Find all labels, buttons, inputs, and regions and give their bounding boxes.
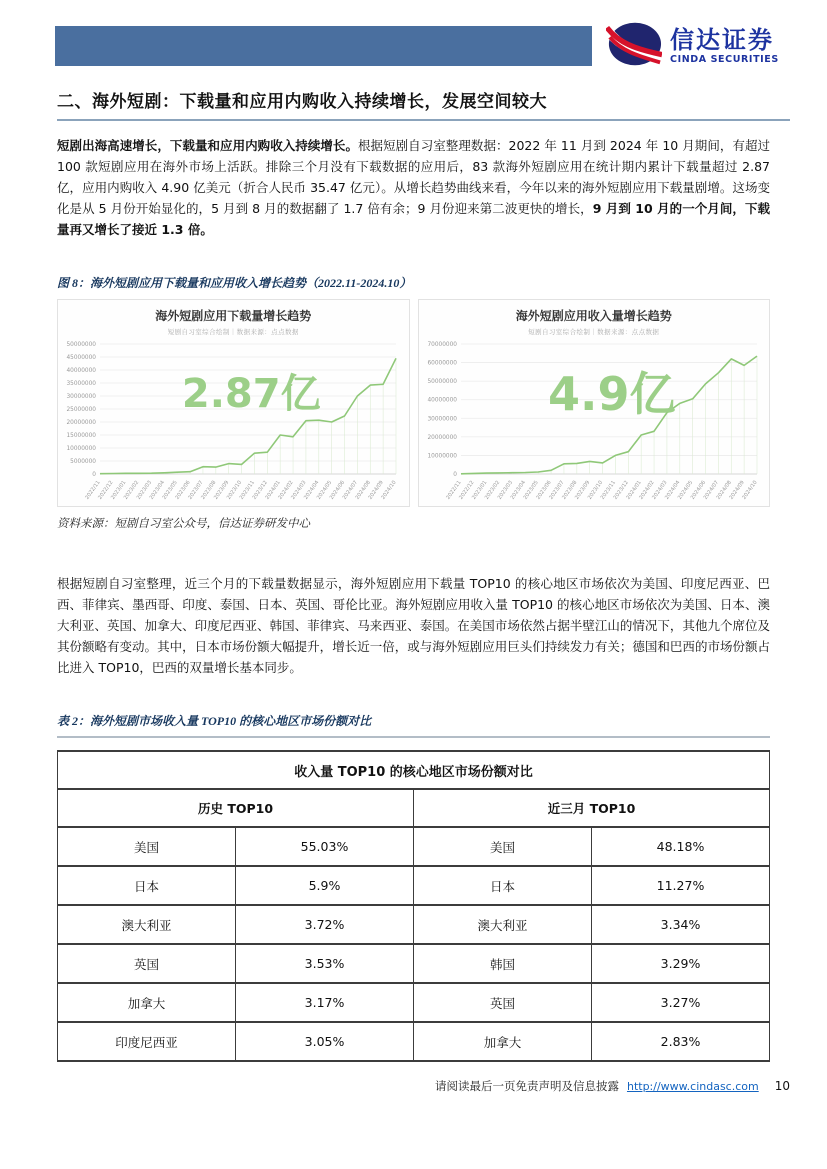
svg-text:2024/03: 2024/03	[650, 479, 669, 501]
svg-text:2023/10: 2023/10	[586, 479, 604, 501]
cell-share: 3.34%	[592, 905, 770, 944]
svg-text:2024/04: 2024/04	[303, 479, 321, 501]
cell-share: 5.9%	[236, 866, 414, 905]
cell-region: 韩国	[414, 944, 592, 983]
svg-text:2024/04: 2024/04	[663, 479, 681, 501]
svg-text:40000000: 40000000	[426, 397, 457, 404]
market-share-table	[57, 750, 770, 1062]
downloads-watermark: 2.87亿	[181, 371, 321, 417]
cindasc-link[interactable]: http://www.cindasc.com	[626, 1080, 759, 1093]
cell-share: 3.17%	[236, 983, 414, 1022]
svg-text:0: 0	[92, 472, 96, 478]
svg-text:2023/11: 2023/11	[238, 479, 257, 501]
table-title: 收入量 TOP10 的核心地区市场份额对比	[58, 751, 770, 789]
svg-text:30000000: 30000000	[66, 394, 96, 400]
cell-share: 3.53%	[236, 944, 414, 983]
downloads-chart-subtitle: 短剧自习室综合绘制｜数据来源：点点数据	[167, 328, 299, 336]
svg-text:2022/11: 2022/11	[444, 479, 463, 501]
group-header-recent: 近三月 TOP10	[414, 789, 770, 827]
downloads-line-chart	[58, 338, 409, 507]
cell-share: 11.27%	[592, 866, 770, 905]
cell-region: 美国	[58, 827, 236, 866]
svg-text:2024/10: 2024/10	[740, 479, 759, 501]
svg-text:2023/12: 2023/12	[251, 479, 269, 501]
svg-text:0: 0	[452, 472, 457, 478]
page-header	[55, 20, 790, 72]
downloads-chart-box	[57, 299, 410, 507]
svg-text:2024/03: 2024/03	[290, 479, 308, 501]
cell-share: 55.03%	[236, 827, 414, 866]
svg-text:2023/07: 2023/07	[187, 479, 205, 501]
para1-bold-lead: 短剧出海高速增长，下载量和应用内购收入持续增长。	[57, 138, 359, 153]
svg-text:2022/12: 2022/12	[457, 479, 476, 501]
svg-text:2024/07: 2024/07	[341, 479, 360, 501]
cinda-logo-text	[670, 25, 779, 65]
svg-text:2024/05: 2024/05	[676, 479, 694, 501]
svg-text:2023/01: 2023/01	[470, 479, 488, 501]
svg-text:50000000: 50000000	[426, 379, 457, 386]
svg-text:30000000: 30000000	[426, 416, 457, 423]
table-row	[58, 866, 770, 905]
svg-text:20000000: 20000000	[426, 434, 457, 441]
svg-text:2023/03: 2023/03	[135, 479, 154, 501]
svg-text:2023/08: 2023/08	[200, 479, 218, 501]
revenue-watermark: 4.9亿	[548, 367, 676, 421]
table-row	[58, 905, 770, 944]
table-row	[58, 944, 770, 983]
cinda-logo	[606, 20, 779, 72]
svg-text:2023/05: 2023/05	[522, 479, 540, 501]
svg-text:2023/02: 2023/02	[483, 479, 501, 501]
svg-text:2024/09: 2024/09	[727, 479, 746, 501]
cell-share: 3.29%	[592, 944, 770, 983]
table-row	[58, 983, 770, 1022]
cell-share: 3.72%	[236, 905, 414, 944]
group-header-history: 历史 TOP10	[58, 789, 414, 827]
svg-text:35000000: 35000000	[66, 381, 96, 387]
table-group-header-row	[58, 789, 770, 827]
svg-text:15000000: 15000000	[66, 433, 96, 439]
svg-text:10000000: 10000000	[66, 446, 96, 452]
page-footer	[435, 1078, 790, 1094]
svg-text:2024/08: 2024/08	[715, 479, 733, 501]
svg-text:2024/01: 2024/01	[264, 479, 282, 501]
svg-text:25000000: 25000000	[66, 407, 96, 413]
cell-share: 48.18%	[592, 827, 770, 866]
svg-text:2023/11: 2023/11	[599, 479, 617, 501]
svg-text:2023/04: 2023/04	[148, 479, 166, 501]
logo-cn: 信达证券	[670, 25, 774, 54]
revenue-chart-box	[418, 299, 771, 507]
svg-text:2024/01: 2024/01	[625, 479, 643, 501]
table-title-row	[58, 751, 770, 789]
svg-text:2023/01: 2023/01	[110, 479, 128, 501]
svg-text:2024/02: 2024/02	[637, 479, 656, 501]
svg-text:50000000: 50000000	[66, 342, 96, 348]
svg-text:2024/06: 2024/06	[689, 479, 707, 501]
svg-text:45000000: 45000000	[66, 355, 96, 361]
svg-text:2024/09: 2024/09	[367, 479, 385, 501]
svg-text:2023/05: 2023/05	[161, 479, 179, 501]
svg-text:60000000: 60000000	[426, 360, 457, 367]
downloads-chart-title: 海外短剧应用下载量增长趋势	[155, 309, 312, 323]
svg-text:70000000: 70000000	[426, 342, 457, 348]
svg-text:2023/09: 2023/09	[573, 479, 591, 501]
cell-region: 澳大利亚	[414, 905, 592, 944]
figure-source: 资料来源：短剧自习室公众号，信达证券研发中心	[57, 518, 310, 530]
svg-text:2023/02: 2023/02	[122, 479, 141, 501]
svg-text:20000000: 20000000	[66, 420, 96, 426]
cell-region: 英国	[58, 944, 236, 983]
logo-en: CINDA SECURITIES	[670, 53, 779, 65]
svg-text:2022/12: 2022/12	[97, 479, 115, 501]
svg-text:2023/10: 2023/10	[225, 479, 244, 501]
svg-text:40000000: 40000000	[66, 368, 96, 374]
svg-text:2023/06: 2023/06	[174, 479, 192, 501]
section-title: 二、海外短剧：下载量和应用内购收入持续增长，发展空间较大	[57, 87, 790, 121]
svg-text:2023/08: 2023/08	[560, 479, 578, 501]
cell-region: 日本	[58, 866, 236, 905]
cell-region: 印度尼西亚	[58, 1022, 236, 1061]
svg-text:2024/05: 2024/05	[316, 479, 334, 501]
para1-bold-tail: 9 月到 10 月的一个月间，下载量再又增长了接近 1.3 倍。	[57, 201, 770, 237]
svg-text:2024/02: 2024/02	[277, 479, 295, 501]
cell-share: 3.05%	[236, 1022, 414, 1061]
page-number: 10	[774, 1079, 790, 1093]
cinda-globe-icon	[606, 20, 662, 72]
header-blue-bar	[55, 26, 592, 66]
revenue-line-chart	[419, 338, 770, 507]
svg-text:2023/03: 2023/03	[496, 479, 514, 501]
svg-text:2023/07: 2023/07	[547, 479, 566, 501]
table-caption: 表 2：海外短剧市场收入量 TOP10 的核心地区市场份额对比	[57, 712, 770, 738]
revenue-chart-subtitle: 短剧自习室综合绘制｜数据来源：点点数据	[528, 328, 660, 336]
svg-text:2023/12: 2023/12	[612, 479, 630, 501]
table-row	[58, 827, 770, 866]
svg-text:2023/09: 2023/09	[213, 479, 231, 501]
svg-text:2023/06: 2023/06	[534, 479, 553, 501]
revenue-chart-title: 海外短剧应用收入量增长趋势	[515, 309, 672, 323]
cell-region: 加拿大	[58, 983, 236, 1022]
svg-text:2022/11: 2022/11	[84, 479, 102, 501]
svg-text:2024/07: 2024/07	[702, 479, 720, 501]
svg-text:2023/04: 2023/04	[509, 479, 527, 501]
table-row	[58, 1022, 770, 1061]
svg-text:2024/10: 2024/10	[380, 479, 398, 501]
para1-body: 根据短剧自习室整理数据：2022 年 11 月到 2024 年 10 月期间，有超过 100 款短剧应用在海外市场上活跃。排除三个月没有下载数据的应用后，83 款海外短剧应用在统计期内累计下载量超过 2.87 亿，应用内购收入 4.90 亿美元（折合人民币 35.47 亿元）。从增长趋势曲线来看，今年以来的海外短剧应用下载量剧增。这场变化是从 5 月份开始显化的，5 月到 8 月的数据翻了 1.7 倍有余；9 月份迎来第二波更快的增长，	[57, 138, 770, 216]
footer-disclaimer: 请阅读最后一页免责声明及信息披露	[434, 1081, 619, 1093]
svg-text:5000000: 5000000	[70, 459, 96, 465]
cell-share: 2.83%	[592, 1022, 770, 1061]
cell-region: 美国	[414, 827, 592, 866]
svg-text:2024/08: 2024/08	[354, 479, 372, 501]
svg-text:10000000: 10000000	[426, 453, 457, 460]
cell-region: 英国	[414, 983, 592, 1022]
paragraph-2: 根据短剧自习室整理，近三个月的下载量数据显示，海外短剧应用下载量 TOP10 的核心地区市场依次为美国、印度尼西亚、巴西、菲律宾、墨西哥、印度、泰国、日本、英国、哥伦比亚。海外短剧应用收入量 TOP10 的核心地区市场依次为美国、日本、澳大利亚、英国、加拿大、印度尼西亚、韩国、菲律宾、马来西亚、泰国。在美国市场依然占据半壁江山的情况下，其他九个席位及其份额略有变动。其中，日本市场份额大幅提升，增长近一倍，或与海外短剧应用巨头们持续发力有关；德国和巴西的市场份额占比进入 TOP10，巴西的双量增长基本同步。	[57, 576, 770, 675]
cell-region: 澳大利亚	[58, 905, 236, 944]
svg-text:2024/06: 2024/06	[328, 479, 347, 501]
cell-region: 加拿大	[414, 1022, 592, 1061]
figure-8	[57, 299, 770, 507]
cell-share: 3.27%	[592, 983, 770, 1022]
paragraph-1	[57, 135, 770, 240]
figure-caption: 图 8：海外短剧应用下载量和应用收入增长趋势（2022.11-2024.10）	[57, 276, 412, 290]
cell-region: 日本	[414, 866, 592, 905]
